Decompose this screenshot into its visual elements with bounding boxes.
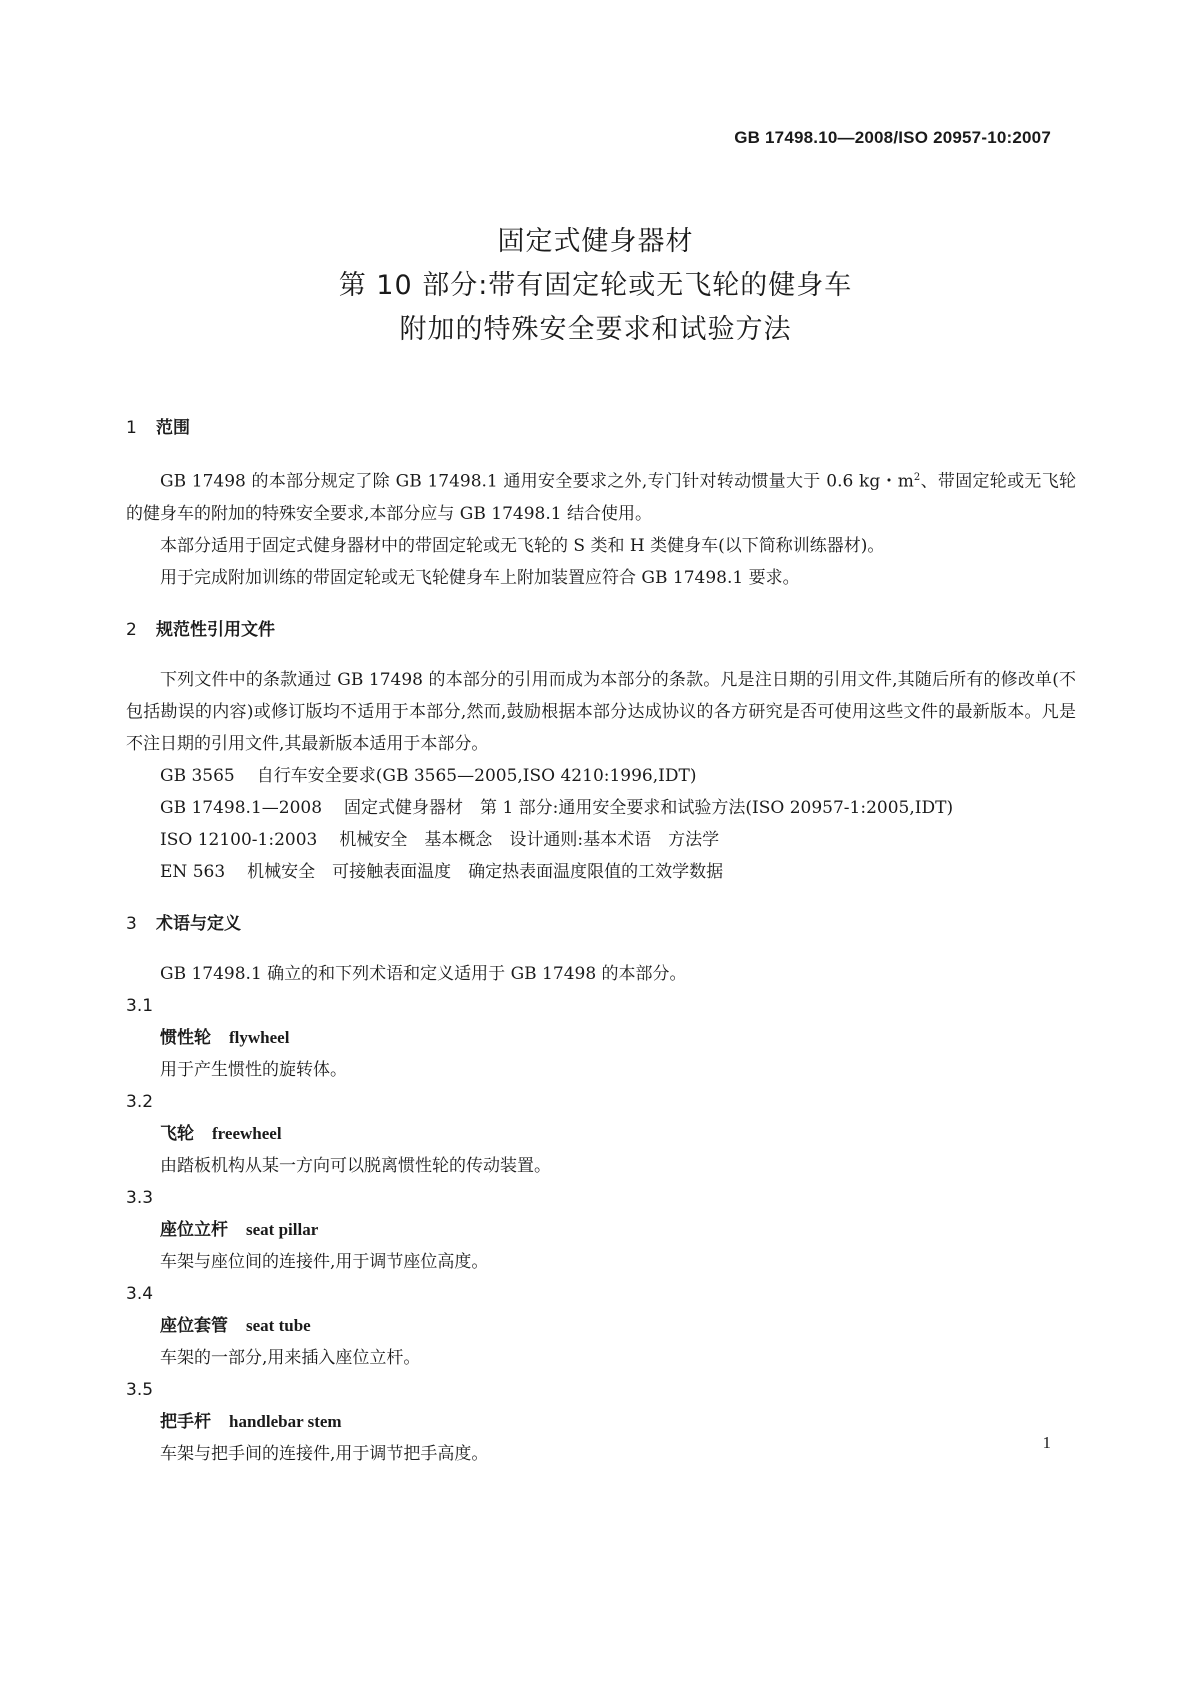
term-name-zh: 把手杆: [160, 1411, 211, 1432]
term-name: [126, 1214, 1076, 1246]
scope-paragraph-1-text-b: 、带固定轮或无飞轮的健身车的附加的特殊安全要求,本部分应与 GB 17498.1 结合使用。: [126, 471, 1077, 524]
reference-item: [126, 856, 1076, 888]
term-definition: 车架的一部分,用来插入座位立杆。: [160, 1347, 421, 1368]
page-number: 1: [1042, 1433, 1051, 1452]
term-number: 3.3: [126, 1187, 154, 1208]
term-name-en: seat pillar: [246, 1219, 319, 1239]
term-name-zh: 座位立杆: [160, 1219, 228, 1240]
term-name: [126, 1310, 1076, 1342]
term-name-zh: 惯性轮: [160, 1027, 211, 1048]
document-body: [126, 412, 1076, 1470]
term-name: [126, 1022, 1076, 1054]
section-number: 1: [126, 418, 137, 438]
reference-item: [126, 760, 1076, 792]
section-number: 2: [126, 619, 137, 640]
scope-paragraph-1: [126, 462, 1076, 530]
scope-paragraph-3: 用于完成附加训练的带固定轮或无飞轮健身车上附加装置应符合 GB 17498.1 要求。: [160, 567, 800, 588]
reference-title: 机械安全 可接触表面温度 确定热表面温度限值的工效学数据: [247, 861, 724, 882]
section-title: 范围: [156, 418, 190, 438]
term-number: 3.1: [126, 995, 154, 1016]
title-line-1: 固定式健身器材: [497, 226, 694, 257]
title-line-3: 附加的特殊安全要求和试验方法: [399, 314, 792, 345]
document-title: [0, 220, 1191, 352]
term-name: [126, 1118, 1076, 1150]
term-name-en: freewheel: [212, 1123, 282, 1143]
section-heading-terms-definitions: [126, 908, 1076, 940]
title-line-2: 第 10 部分:带有固定轮或无飞轮的健身车: [338, 270, 853, 301]
term-name: [126, 1406, 1076, 1438]
term-definition: 车架与座位间的连接件,用于调节座位高度。: [160, 1251, 489, 1272]
reference-title: 自行车安全要求(GB 3565—2005,ISO 4210:1996,IDT): [256, 765, 697, 786]
reference-code: ISO 12100-1:2003: [160, 829, 318, 850]
reference-title: 机械安全 基本概念 设计通则:基本术语 方法学: [339, 829, 720, 850]
reference-code: GB 17498.1—2008: [160, 797, 323, 818]
term-number: 3.4: [126, 1283, 154, 1304]
section-title: 规范性引用文件: [156, 619, 275, 640]
scope-paragraph-1-text-a: GB 17498 的本部分规定了除 GB 17498.1 通用安全要求之外,专门针对转动惯量大于 0.6 kg・m: [160, 471, 914, 492]
term-number: 3.5: [126, 1379, 154, 1400]
reference-code: EN 563: [160, 861, 226, 882]
superscript: 2: [913, 472, 921, 483]
term-name-zh: 座位套管: [160, 1315, 228, 1336]
reference-code: GB 3565: [160, 765, 235, 786]
term-definition: 车架与把手间的连接件,用于调节把手高度。: [160, 1443, 489, 1464]
references-intro-paragraph: 下列文件中的条款通过 GB 17498 的本部分的引用而成为本部分的条款。凡是注日期的引用文件,其随后所有的修改单(不包括勘误的内容)或修订版均不适用于本部分,然而,鼓励根据本部分达成协议的各方研究是否可使用这些文件的最新版本。凡是不注日期的引用文件,其最新版本适用于本部分。: [126, 669, 1076, 754]
term-definition: 由踏板机构从某一方向可以脱离惯性轮的传动装置。: [160, 1155, 551, 1176]
reference-item: [126, 792, 1076, 824]
section-title: 术语与定义: [156, 913, 241, 934]
section-heading-scope: [126, 412, 1076, 444]
reference-title: 固定式健身器材 第 1 部分:通用安全要求和试验方法(ISO 20957-1:2005,IDT): [344, 797, 954, 818]
term-name-en: handlebar stem: [229, 1411, 342, 1431]
term-definition: 用于产生惯性的旋转体。: [160, 1059, 347, 1080]
term-number: 3.2: [126, 1091, 154, 1112]
section-heading-normative-references: [126, 614, 1076, 646]
term-name-en: seat tube: [246, 1315, 311, 1335]
scope-paragraph-2: 本部分适用于固定式健身器材中的带固定轮或无飞轮的 S 类和 H 类健身车(以下简称训练器材)。: [160, 535, 885, 556]
term-name-en: flywheel: [229, 1027, 290, 1047]
term-name-zh: 飞轮: [160, 1123, 194, 1144]
section-number: 3: [126, 913, 137, 934]
reference-item: [126, 824, 1076, 856]
standard-code-header: GB 17498.10—2008/ISO 20957-10:2007: [734, 128, 1051, 147]
terms-intro-paragraph: GB 17498.1 确立的和下列术语和定义适用于 GB 17498 的本部分。: [160, 963, 687, 984]
